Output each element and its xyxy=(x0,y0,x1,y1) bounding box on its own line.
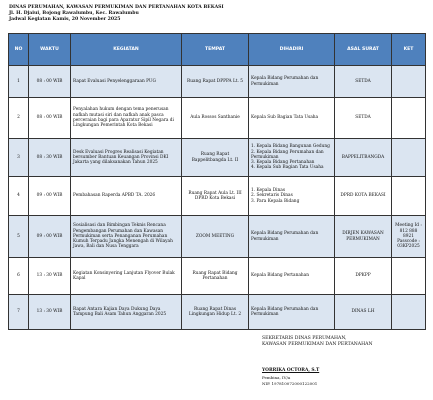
cell-waktu: 13 : 30 WIB xyxy=(29,295,71,330)
cell-asal-surat: DPKPP xyxy=(335,258,392,295)
table-row xyxy=(9,295,426,330)
cell-waktu: 09 : 00 WIB xyxy=(29,216,71,258)
col-header-kegiatan: KEGIATAN xyxy=(71,34,182,66)
cell-ket xyxy=(392,295,426,330)
table-row xyxy=(9,98,426,139)
cell-tempat: ZOOM MEETING xyxy=(182,216,249,258)
signature-block xyxy=(262,336,373,386)
cell-no: 1 xyxy=(9,66,29,98)
cell-asal-surat: DPRD KOTA BEKASI xyxy=(335,177,392,216)
table-row xyxy=(9,177,426,216)
cell-waktu: 09 : 00 WIB xyxy=(29,177,71,216)
col-header-waktu: WAKTU xyxy=(29,34,71,66)
cell-asal-surat: SETDA xyxy=(335,98,392,139)
agency-name: DINAS PERUMAHAN, KAWASAN PERMUKIMAN DAN PERTANAHAN KOTA BEKASI xyxy=(9,5,224,10)
signatory-nip: NIP. 197810072000122001 xyxy=(262,381,318,386)
cell-dihadiri: Kepala Bidang Perumahan dan Permukiman xyxy=(249,66,335,98)
cell-ket xyxy=(392,258,426,295)
col-header-asal-surat: ASAL SURAT xyxy=(335,34,392,66)
cell-kegiatan: Rapat Evaluasi Penyelenggaraan PUG xyxy=(71,66,182,98)
cell-tempat: Ruang Rapat Dinas Lingkungan Hidup Lt. 2 xyxy=(182,295,249,330)
cell-no: 6 xyxy=(9,258,29,295)
cell-tempat: Ruang Rapat DPPPA Lt. 5 xyxy=(182,66,249,98)
col-header-dihadiri: DIHADIRI xyxy=(249,34,335,66)
cell-tempat: Aula Rossos Santhanie xyxy=(182,98,249,139)
table-header-row xyxy=(9,34,426,66)
cell-asal-surat: BAPPELITBANGDA xyxy=(335,139,392,177)
cell-dihadiri: Kepala Bidang Perumahan dan Permukiman xyxy=(249,216,335,258)
cell-ket xyxy=(392,66,426,98)
cell-ket: Meeting Id : 812 888 8921 Passcode : 03KP2025 xyxy=(392,216,426,258)
cell-no: 4 xyxy=(9,177,29,216)
cell-no: 7 xyxy=(9,295,29,330)
cell-no: 2 xyxy=(9,98,29,139)
cell-tempat: Ruang Rapat Bappelitbangda Lt. II xyxy=(182,139,249,177)
cell-tempat: Ruang Rapat Aula Lt. III DPRD Kota Bekasi xyxy=(182,177,249,216)
cell-dihadiri: 1. Kepala Dinas 2. Sekretaris Dinas 3. Para Kepala Bidang xyxy=(249,177,335,216)
signatory-title-line1: SEKRETARIS DINAS PERUMAHAN, xyxy=(262,336,347,341)
cell-no: 3 xyxy=(9,139,29,177)
cell-dihadiri: Kepala Sub Bagian Tata Usaha xyxy=(249,98,335,139)
cell-waktu: 08 : 30 WIB xyxy=(29,139,71,177)
cell-asal-surat: SETDA xyxy=(335,66,392,98)
cell-asal-surat: DIRJEN KAWASAN PERMUKIMAN xyxy=(335,216,392,258)
col-header-tempat: TEMPAT xyxy=(182,34,249,66)
cell-waktu: 08 : 00 WIB xyxy=(29,98,71,139)
cell-kegiatan: Desk Evaluasi Progres Realisasi Kegiatan bersumber Bantuan Keuangan Provinsi DKI Jakarta yang dilaksanakan Tahun 2025 xyxy=(71,139,182,177)
cell-ket xyxy=(392,98,426,139)
cell-dihadiri: Kepala Bidang Perumahan dan Permukiman xyxy=(249,295,335,330)
cell-kegiatan: Penyalahan hukum dengan tema penerusan nafkah mutasi siri dan nafkah anak pasca perceraian bagi para Aparatur Sipil Negara di Lingkungan Pemerintah Kota Bekasi xyxy=(71,98,182,139)
cell-kegiatan: Pembahasan Raperda APBD TA. 2026 xyxy=(71,177,182,216)
cell-asal-surat: DINAS LH xyxy=(335,295,392,330)
schedule-date: Jadwal Kegiatan Kamis, 20 November 2025 xyxy=(9,17,121,22)
col-header-ket: KET xyxy=(392,34,426,66)
table-row xyxy=(9,66,426,98)
signatory-title-line2: KAWASAN PERMUKIMAN DAN PERTANAHAN xyxy=(262,342,373,347)
cell-ket xyxy=(392,177,426,216)
cell-kegiatan: Sosialisasi dan Bimbingan Teknis Rencana Pengembangan Perumahan dan Kawasan Permukiman serta Penanganan Perumahan Kumuh Terpadu Jangka Menengah di Wilayah Jawa, Bali dan Nusa Tenggara xyxy=(71,216,182,258)
schedule-table xyxy=(8,33,426,330)
table-row xyxy=(9,258,426,295)
cell-waktu: 13 : 30 WIB xyxy=(29,258,71,295)
cell-waktu: 08 : 00 WIB xyxy=(29,66,71,98)
cell-ket xyxy=(392,139,426,177)
agency-address: Jl. H. Djaiui, Bojong Rawalumbu, Kec. Rawalumbu xyxy=(9,11,139,16)
cell-kegiatan: Rapat Antara Kajian Daya Dukung Daya Tampung Bali Asam Tahun Anggaran 2025 xyxy=(71,295,182,330)
document-header xyxy=(9,5,224,23)
signatory-name: YORRIKA OCTORA, S.T xyxy=(262,368,320,373)
cell-kegiatan: Kegiatan Konsinyering Lanjutan Flyover Bulak Kapal xyxy=(71,258,182,295)
signatory-rank: Pembina, IV/a xyxy=(262,375,291,380)
cell-dihadiri: Kepala Bidang Pertanahan xyxy=(249,258,335,295)
cell-tempat: Ruang Rapat Bidang Pertanahan xyxy=(182,258,249,295)
table-row xyxy=(9,216,426,258)
cell-no: 5 xyxy=(9,216,29,258)
col-header-no: NO xyxy=(9,34,29,66)
table-row xyxy=(9,139,426,177)
cell-dihadiri: 1. Kepala Bidang Bangunan Gedung 2. Kepala Bidang Perumahan dan Permukiman 3. Kepala Bidang Pertanahan 4. Kepala Sub Bagian Tata Usaha xyxy=(249,139,335,177)
